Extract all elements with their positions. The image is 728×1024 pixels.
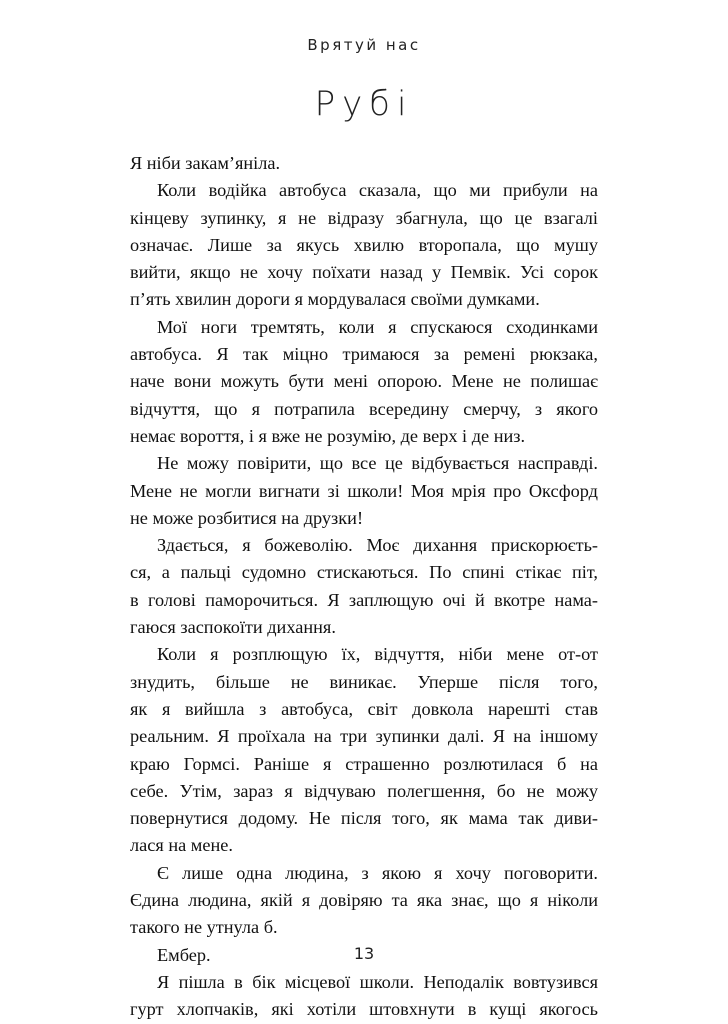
text-line: Я пішла в бік місцевої школи. Неподалік вовтузився — [157, 971, 598, 992]
text-line: такого не утнула б. — [130, 917, 278, 938]
text-line: кінцеву зупинку, я не відразу збагнула, що це взагалі — [130, 207, 598, 228]
text-line: гаюся заспокоїти дихання. — [130, 617, 336, 638]
text-line: не може розбитися на друзки! — [130, 507, 364, 528]
text-line: Мої ноги тремтять, коли я спускаюся сходинками — [157, 316, 598, 337]
text-line: відчуття, що я потрапила всередину смерчу, з якого — [130, 398, 598, 419]
text-line: немає вороття, і я вже не розумію, де верх і де низ. — [130, 425, 526, 446]
running-head: Врятуй нас — [307, 36, 421, 54]
text-line: Не можу повірити, що все це відбувається насправді. — [157, 453, 598, 474]
text-line: як я вийшла з автобуса, світ довкола нарешті став — [130, 698, 598, 719]
text-line: вийти, якщо не хочу поїхати назад у Пемвік. Усі сорок — [130, 262, 598, 283]
chapter-title: Рубі — [314, 84, 414, 124]
body-text — [130, 150, 598, 1024]
text-line: Є лише одна людина, з якою я хочу поговорити. — [157, 862, 598, 883]
text-line: означає. Лише за якусь хвилю второпала, що мушу — [130, 234, 598, 255]
text-line: наче вони можуть бути мені опорою. Мене не полишає — [130, 371, 598, 392]
text-line: п’ять хвилин дороги я мордувалася своїми думками. — [130, 289, 540, 310]
page-number: 13 — [353, 944, 375, 963]
text-line: Я ніби закам’яніла. — [130, 153, 281, 173]
text-line: лася на мене. — [130, 835, 233, 856]
text-line: повернутися додому. Не після того, як мама так диви- — [130, 808, 598, 829]
text-line: краю Гормсі. Раніше я страшенно розлютилася б на — [130, 753, 598, 774]
text-line: Ембер. — [157, 944, 211, 965]
text-line: Коли водійка автобуса сказала, що ми прибули на — [157, 180, 598, 201]
text-line: Єдина людина, якій я довіряю та яка знає, що я ніколи — [130, 890, 598, 911]
text-line: автобуса. Я так міцно тримаюся за ремені рюкзака, — [130, 344, 598, 365]
text-line: Мене не могли вигнати зі школи! Моя мрія про Оксфорд — [130, 480, 598, 501]
text-line: знудить, більше не виникає. Уперше після того, — [130, 671, 598, 692]
text-line: Коли я розплющую їх, відчуття, ніби мене от-от — [157, 644, 598, 665]
text-line: себе. Утім, зараз я відчуваю полегшення, бо не можу — [130, 780, 598, 801]
text-line: ся, а пальці судомно стискаються. По спині стікає піт, — [130, 562, 598, 583]
text-line: реальним. Я проїхала на три зупинки далі. Я на іншому — [130, 726, 598, 747]
text-line: Здається, я божеволію. Моє дихання прискорюєть- — [157, 535, 598, 556]
text-line: в голові паморочиться. Я заплющую очі й вкотре нама- — [130, 589, 598, 610]
text-line: гурт хлопчаків, які хотіли штовхнути в кущі якогось — [130, 999, 598, 1020]
